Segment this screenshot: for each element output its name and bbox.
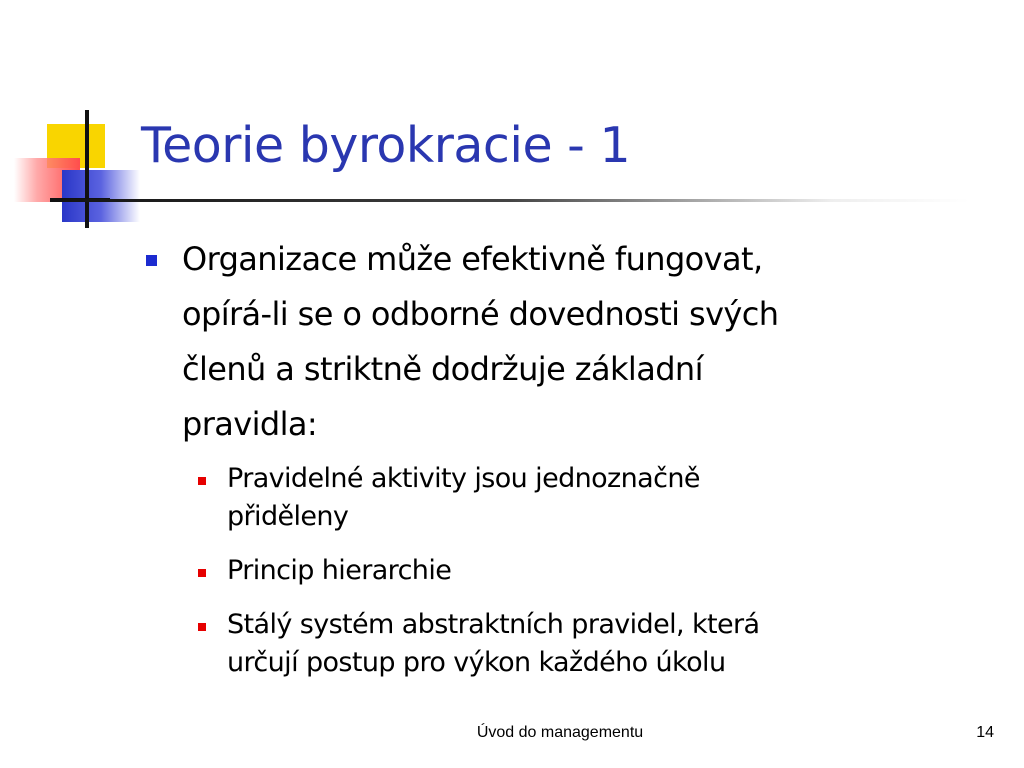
sub-bullet-line: Princip hierarchie xyxy=(227,555,452,586)
sub-bullet-line: Stálý systém abstraktních pravidel, která xyxy=(227,609,760,640)
sub-bullet-item xyxy=(140,460,980,536)
bullet-line: opírá-li se o odborné dovednosti svých xyxy=(182,295,779,333)
bullet-line: Organizace může efektivně fungovat, xyxy=(182,240,763,278)
logo-vertical-line xyxy=(85,110,89,228)
square-bullet-icon xyxy=(146,255,157,266)
slide-title: Teorie byrokracie - 1 xyxy=(141,117,631,174)
bullet-item xyxy=(140,232,980,452)
bullet-line: pravidla: xyxy=(182,405,318,443)
footer-title: Úvod do managementu xyxy=(476,724,644,741)
square-bullet-icon xyxy=(198,477,206,485)
bullet-line: členů a striktně dodržuje základní xyxy=(182,350,703,388)
square-bullet-icon xyxy=(198,623,206,631)
sub-bullet-line: Pravidelné aktivity jsou jednoznačně xyxy=(227,463,700,494)
sub-bullet-line: určují postup pro výkon každého úkolu xyxy=(227,647,726,678)
sub-bullet-line: přiděleny xyxy=(227,501,349,532)
sub-bullet-item xyxy=(140,606,980,682)
sub-bullet-list xyxy=(140,460,980,682)
page-number: 14 xyxy=(976,724,994,741)
logo-blue-square xyxy=(62,170,140,222)
square-bullet-icon xyxy=(198,569,206,577)
slide-content xyxy=(140,232,980,698)
sub-bullet-item xyxy=(140,552,980,590)
title-underline xyxy=(50,199,970,202)
